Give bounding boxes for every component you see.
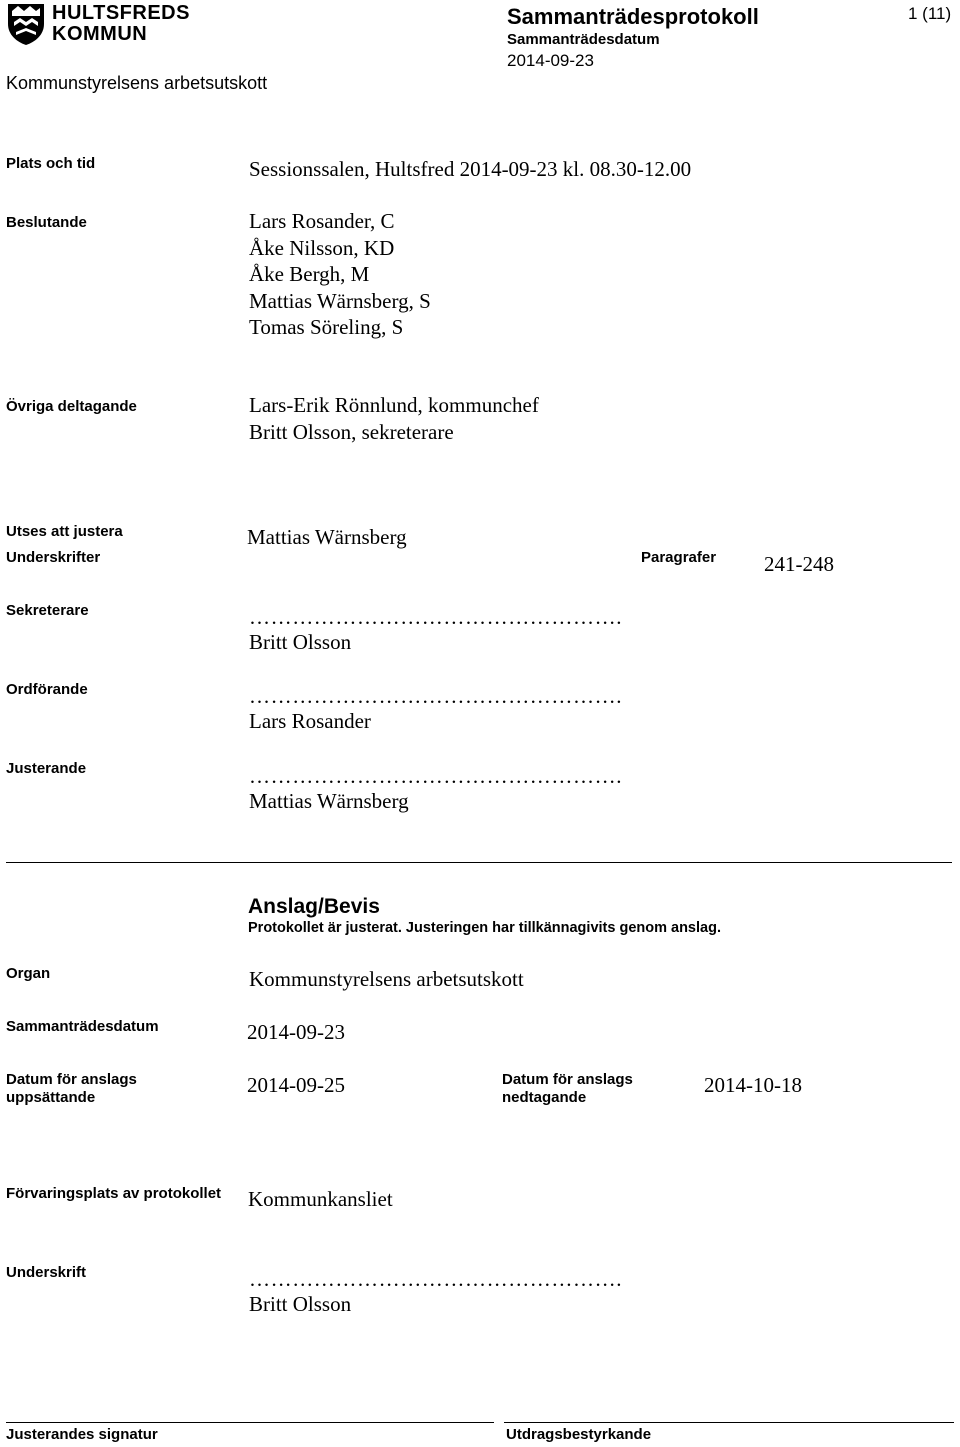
header-date-label: Sammanträdesdatum [507,31,660,48]
place-value: Sessionssalen, Hultsfred 2014-09-23 kl. 08.30-12.00 [249,157,692,181]
committee-name: Kommunstyrelsens arbetsutskott [6,73,268,93]
adjuster-sign-label: Justerande [6,760,87,777]
posted-label-line-1: Datum för anslags [6,1071,137,1088]
paragraphs-label: Paragrafer [641,549,717,566]
member-list [249,208,431,341]
removed-label-line-1: Datum för anslags [502,1071,633,1088]
adjuster-value: Mattias Wärnsberg [247,525,407,549]
organ-label: Organ [6,965,51,982]
other-participant: Lars-Erik Rönnlund, kommunchef [249,393,539,417]
footer-extract-certification: Utdragsbestyrkande [506,1426,652,1443]
adjuster-name: Mattias Wärnsberg [249,789,409,813]
storage-label: Förvaringsplats av protokollet [6,1185,222,1202]
others-label: Övriga deltagande [6,398,137,415]
signatures-label: Underskrifter [6,549,101,566]
member-item: Lars Rosander, C [249,209,395,233]
secretary-signature-line: ……………………………………………. [249,605,623,629]
footer-rule-left [6,1422,494,1423]
notice-date-label: Sammanträdesdatum [6,1018,159,1035]
posted-label [6,1071,137,1107]
footer-rule-right [504,1422,954,1423]
header-date-value: 2014-09-23 [507,51,594,70]
removed-value: 2014-10-18 [704,1073,802,1097]
other-participant: Britt Olsson, sekreterare [249,419,454,444]
adjuster-label: Utses att justera [6,523,123,540]
notice-signature-line: ……………………………………………. [249,1267,623,1291]
removed-label [502,1071,633,1107]
others-list [249,392,539,445]
logo-line-2: KOMMUN [52,23,148,45]
place-label: Plats och tid [6,155,96,172]
decision-label: Beslutande [6,214,87,231]
removed-label-line-2: nedtagande [502,1089,587,1106]
member-item: Åke Nilsson, KD [249,235,395,260]
adjuster-signature-line: ……………………………………………. [249,764,623,788]
logo [6,2,190,46]
posted-label-line-2: uppsättande [6,1089,96,1106]
posted-value: 2014-09-25 [247,1073,345,1097]
organ-value: Kommunstyrelsens arbetsutskott [249,967,524,991]
notice-date-value: 2014-09-23 [247,1020,345,1044]
storage-value: Kommunkansliet [248,1187,393,1211]
secretary-name: Britt Olsson [249,630,352,654]
page-number: 1 (11) [908,4,952,23]
member-item: Åke Bergh, M [249,262,370,286]
notice-title: Anslag/Bevis [248,895,380,918]
paragraphs-value: 241-248 [764,552,834,576]
logo-line-1: HULTSFREDS [52,2,190,24]
signature-label: Underskrift [6,1264,87,1281]
footer-adjuster-signature: Justerandes signatur [6,1426,158,1443]
chair-signature-line: ……………………………………………. [249,684,623,708]
notice-signature-name: Britt Olsson [249,1292,352,1316]
chair-label: Ordförande [6,681,88,698]
document-title: Sammanträdesprotokoll [507,4,759,29]
member-item: Tomas Söreling, S [249,315,404,339]
secretary-label: Sekreterare [6,602,89,619]
coat-of-arms-icon [6,2,46,46]
member-item: Mattias Wärnsberg, S [249,288,431,313]
notice-subtitle: Protokollet är justerat. Justeringen har tillkännagivits genom anslag. [248,920,721,936]
section-divider [6,862,952,863]
chair-name: Lars Rosander [249,709,371,733]
